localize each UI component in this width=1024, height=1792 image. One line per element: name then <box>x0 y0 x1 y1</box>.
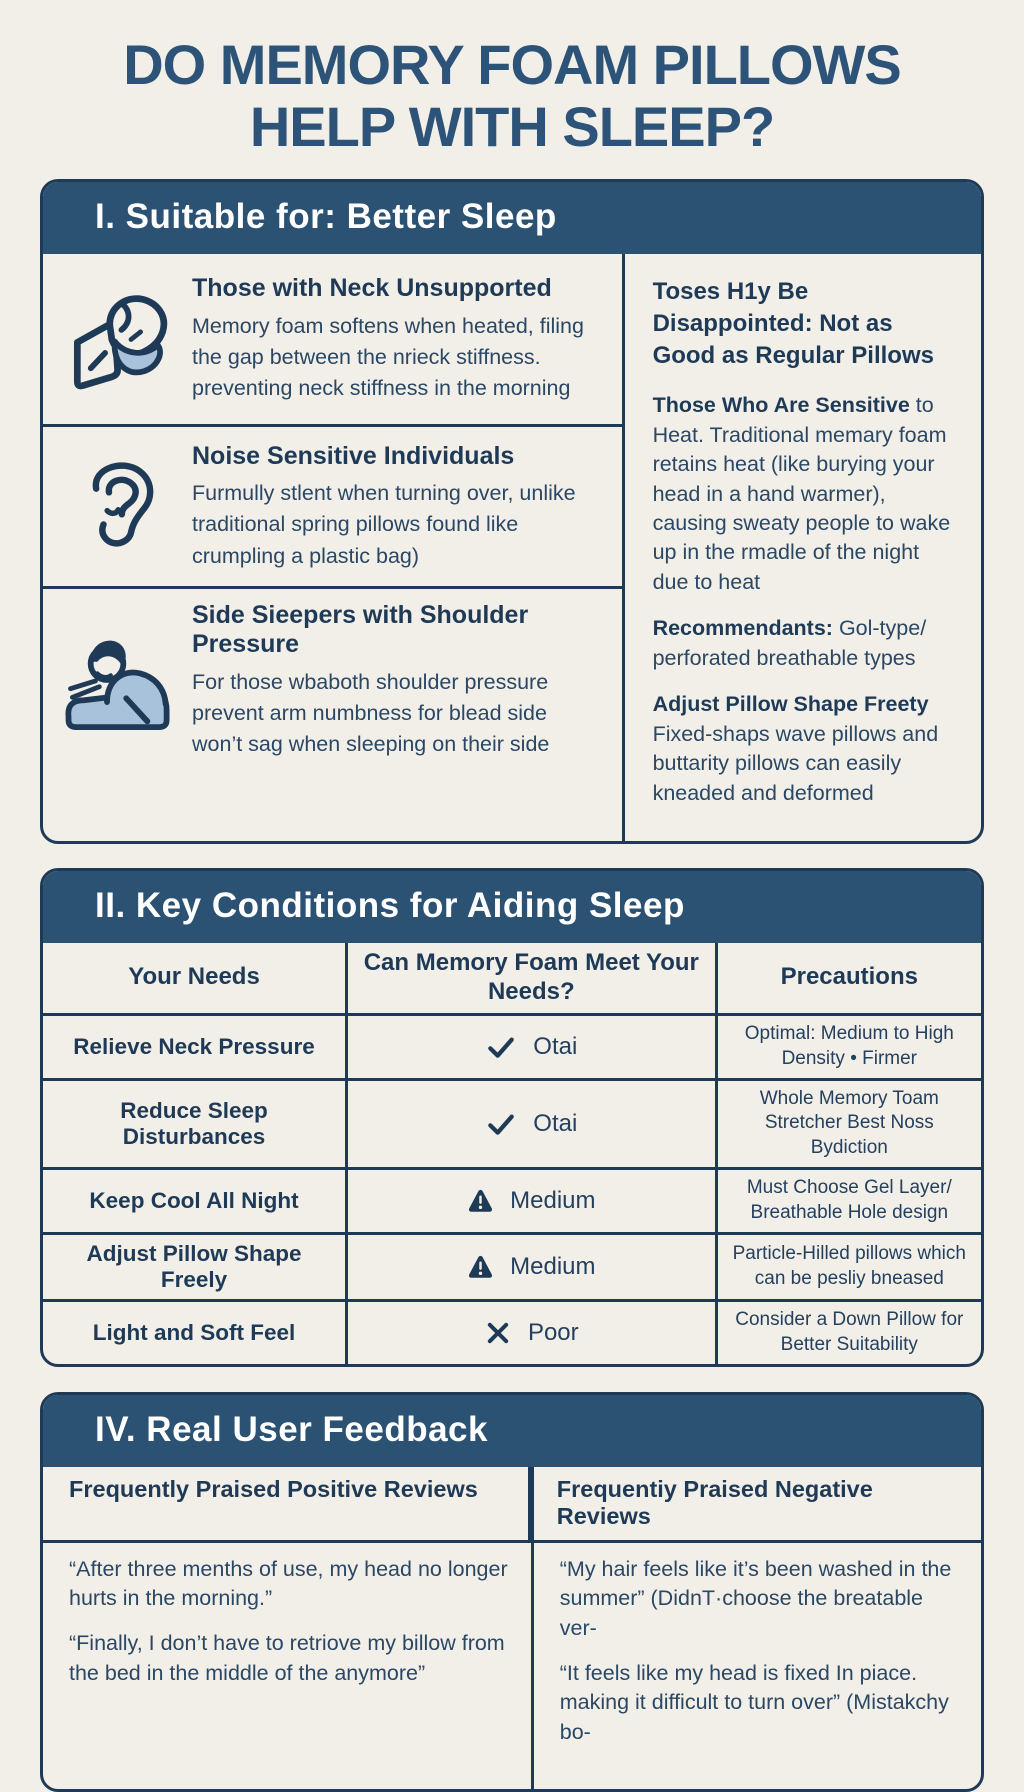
section4-header: IV. Real User Feedback <box>43 1395 981 1467</box>
section-suitable-for <box>40 179 984 844</box>
item-title: Side Sieepers with Shoulder Pressure <box>192 601 529 658</box>
status-label: Poor <box>527 1318 579 1346</box>
positive-reviews-column <box>43 1543 531 1792</box>
need-cell: Light and Soft Feel <box>92 1319 296 1345</box>
review-quote: “My hair feels like it’s been washed in the summer” (DidnT·choose the breatable ver- <box>559 1556 952 1641</box>
review-quote: “Finally, I don’t have to retriove my billow from the bed in the middle of the anymore” <box>69 1631 505 1685</box>
table-row <box>43 1299 981 1364</box>
precaution-cell: Must Choose Gel Layer/ Breathable Hole design <box>715 1170 981 1232</box>
section2-header: II. Key Conditions for Aiding Sleep <box>43 871 981 943</box>
recommendation-paragraph <box>653 614 955 673</box>
table-header-row <box>43 943 981 1013</box>
item-body: For those wbaboth shoulder pressure prevent arm numbness for blead side won’t sag when sleeping on their side <box>192 669 550 757</box>
column-divider <box>531 1467 534 1792</box>
ear-icon <box>47 448 192 566</box>
paragraph-rest: Gol-type/ perforated breathable types <box>652 616 927 670</box>
check-icon <box>485 1031 517 1063</box>
precaution-cell: Optimal: Medium to High Density • Firmer <box>715 1016 981 1078</box>
page-title-line2: HELP WITH SLEEP? <box>249 94 775 158</box>
review-quote: “It feels like my head is fixed In piace. making it difficult to turn over” (Mistakchy bo- <box>559 1660 949 1745</box>
need-cell: Relieve Neck Pressure <box>73 1033 315 1059</box>
column-header-needs: Your Needs <box>128 963 260 991</box>
item-body: Furmully stlent when turning over, unlike traditional spring pillows found like crumpling a plastic bag) <box>192 481 576 568</box>
list-item <box>43 586 622 772</box>
column-header-meets: Can Memory Foam Meet Your Needs? <box>345 943 715 1013</box>
item-title: Those with Neck Unsupported <box>192 274 552 303</box>
table-row <box>43 1167 981 1232</box>
section1-right-column <box>625 254 981 841</box>
table-row <box>43 1078 981 1167</box>
status-label: Otai <box>533 1032 578 1060</box>
item-title: Noise Sensitive Individuals <box>192 441 515 470</box>
list-item <box>43 254 622 424</box>
paragraph-lead: Recommendants: <box>652 616 833 641</box>
negative-reviews-column <box>531 1543 981 1792</box>
precaution-cell: Consider a Down Pillow for Better Suitability <box>715 1302 981 1364</box>
page-title-line1: DO MEMORY FOAM PILLOWS <box>123 33 901 96</box>
status-label: Medium <box>510 1252 596 1280</box>
cross-icon <box>484 1319 512 1347</box>
need-cell: Adjust Pillow Shape Freely <box>86 1240 302 1292</box>
warning-icon <box>467 1187 494 1214</box>
precaution-cell: Particle-Hilled pillows which can be pesliy bneased <box>715 1235 981 1299</box>
section1-header: I. Suitable for: Better Sleep <box>43 182 981 254</box>
paragraph-lead: Those Who Are Sensitive <box>652 393 910 418</box>
need-cell: Keep Cool All Night <box>89 1187 299 1213</box>
paragraph-lead: Adjust Pillow Shape Freety <box>652 692 929 717</box>
status-cell <box>345 1170 715 1232</box>
item-body: Memory foam softens when heated, filing the gap between the nrieck stiffness. preventing neck stiffness in the morning <box>192 313 584 401</box>
column-header-precautions: Precautions <box>715 943 981 1013</box>
paragraph-rest: to Heat. Traditional memary foam retains heat (like burying your head in a hand warmer), causing sweaty people to wake up in the rmadle of the night due to heat <box>652 393 951 594</box>
status-label: Medium <box>510 1186 596 1214</box>
check-icon <box>485 1108 517 1140</box>
side-sleeper-icon <box>47 623 192 738</box>
negative-reviews-title: Frequentiy Praised Negative Reviews <box>528 1467 981 1540</box>
section1-left-column <box>43 254 625 841</box>
status-cell <box>345 1302 715 1364</box>
disappointed-heading: Toses H1y Be Disappointed: Not as Good as Regular Pillows <box>652 278 934 369</box>
section-key-conditions <box>40 868 984 1367</box>
table-row <box>43 1013 981 1078</box>
paragraph-rest: Fixed-shaps wave pillows and buttarity pillows can easily kneaded and deformed <box>652 721 939 805</box>
warning-icon <box>467 1253 494 1280</box>
status-cell <box>345 1016 715 1078</box>
precaution-cell: Whole Memory Toam Stretcher Best Noss Bydiction <box>715 1081 981 1167</box>
review-quote: “After three menths of use, my head no longer hurts in the morning.” <box>69 1556 508 1611</box>
list-item <box>43 424 622 586</box>
status-cell <box>345 1081 715 1167</box>
table-row <box>43 1232 981 1299</box>
page-title <box>0 0 1024 157</box>
status-label: Otai <box>533 1109 578 1137</box>
heat-sensitive-paragraph <box>653 391 955 597</box>
section-user-feedback <box>40 1392 984 1792</box>
head-on-pillow-icon <box>47 282 192 397</box>
positive-reviews-title: Frequently Praised Positive Reviews <box>69 1475 478 1502</box>
status-cell <box>345 1235 715 1299</box>
adjust-shape-paragraph <box>653 690 955 808</box>
need-cell: Reduce Sleep Disturbances <box>120 1097 268 1149</box>
